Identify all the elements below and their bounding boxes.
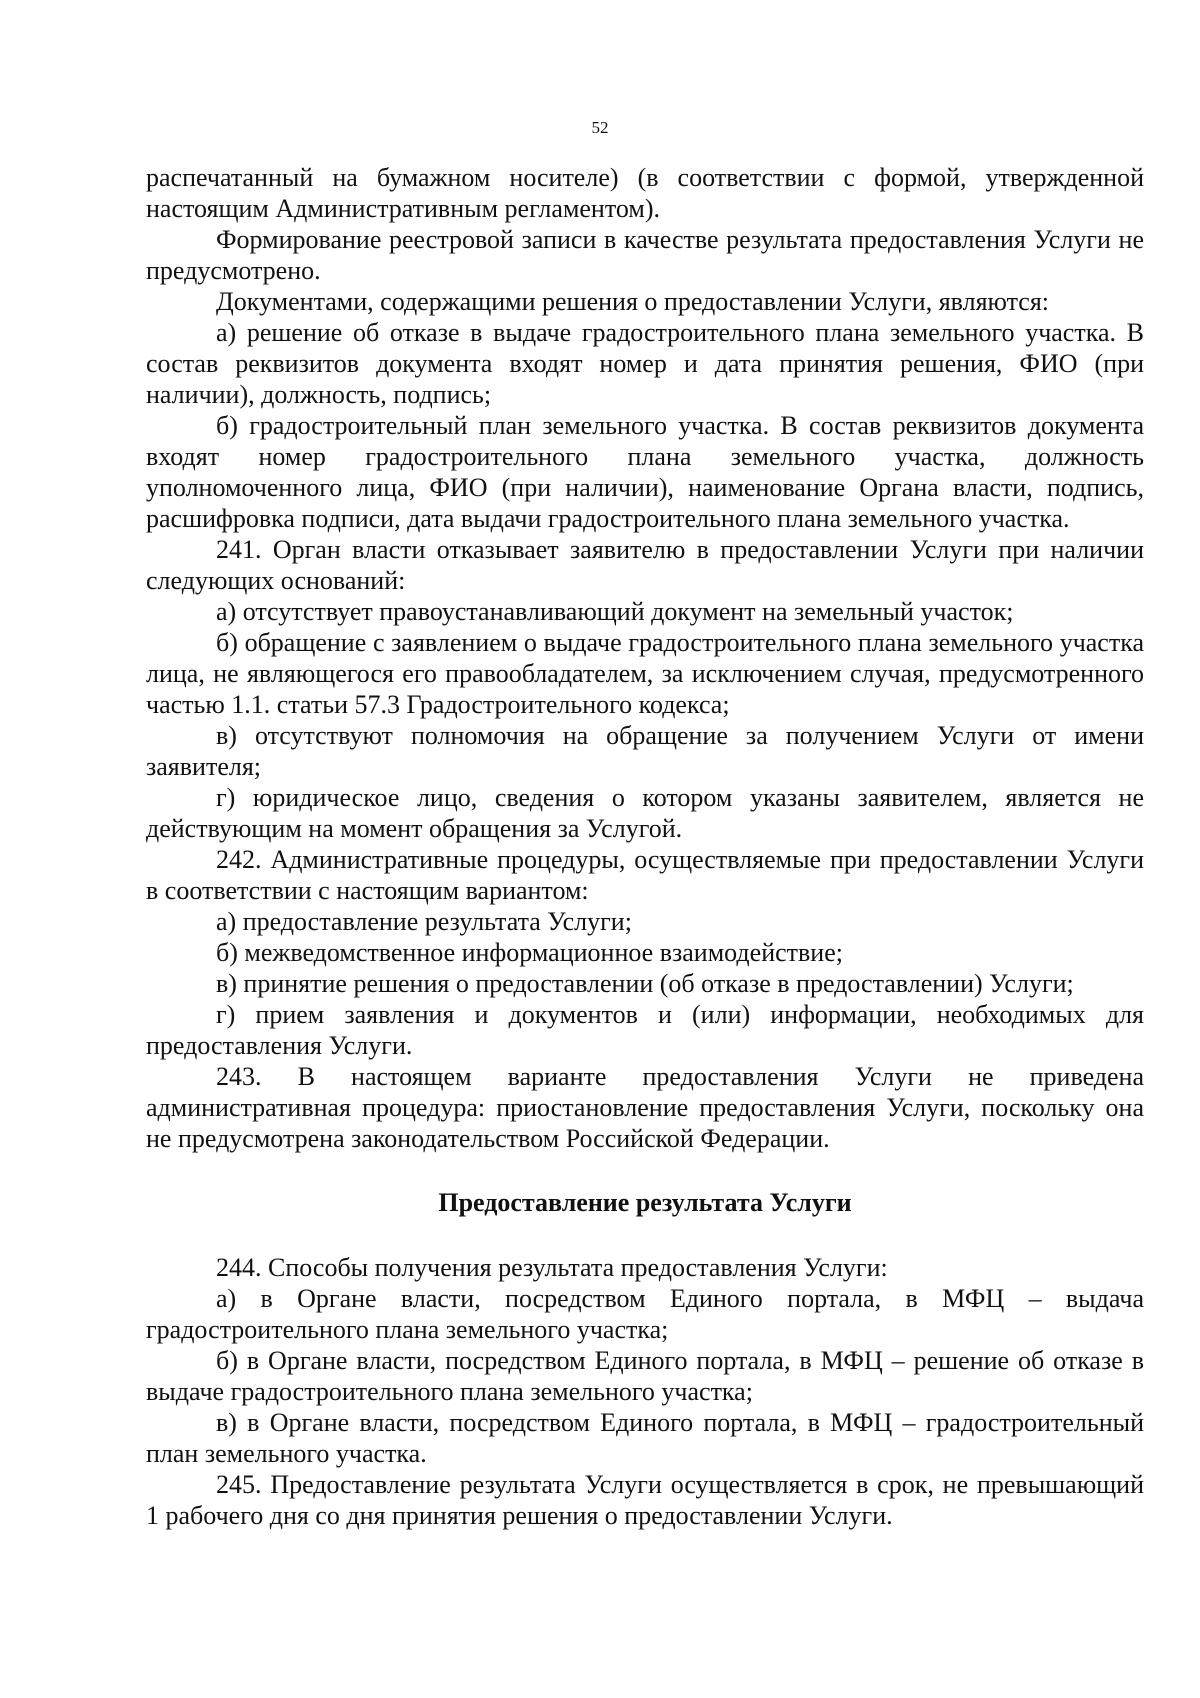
paragraph: а) отсутствует правоустанавливающий документ на земельный участок;	[216, 597, 1014, 626]
paragraphs-before	[146, 162, 1144, 1154]
paragraph: а) в Органе власти, посредством Единого портала, в МФЦ – выдача градостроительного плана земельного участка;	[146, 1284, 1144, 1344]
paragraph: б) обращение с заявлением о выдаче градостроительного плана земельного участка лица, не являющегося его правообладателем, за исключением случая, предусмотренного частью 1.1. статьи 57.3 Градостроительного кодекса;	[146, 628, 1144, 719]
section-heading: Предоставление результата Услуги	[438, 1188, 852, 1217]
paragraph: 241. Орган власти отказывает заявителю в предоставлении Услуги при наличии следующих оснований:	[146, 535, 1144, 595]
paragraph: б) межведомственное информационное взаимодействие;	[216, 938, 843, 967]
paragraph: б) градостроительный план земельного участка. В состав реквизитов документа входят номер градостроительного плана земельного участка, должность уполномоченного лица, ФИО (при наличии), наименование Органа власти, подпись, расшифровка подписи, дата выдачи градостроительного плана земельного участка.	[146, 411, 1144, 533]
paragraph: Формирование реестровой записи в качестве результата предоставления Услуги не предусмотрено.	[146, 225, 1144, 285]
paragraph: в) в Органе власти, посредством Единого портала, в МФЦ – градостроительный план земельного участка.	[146, 1408, 1144, 1468]
paragraph: а) предоставление результата Услуги;	[216, 907, 632, 936]
paragraph: г) прием заявления и документов и (или) информации, необходимых для предоставления Услуги.	[146, 1000, 1144, 1060]
paragraph: распечатанный на бумажном носителе) (в соответствии с формой, утвержденной настоящим Административным регламентом).	[146, 163, 1144, 223]
paragraph: 242. Административные процедуры, осуществляемые при предоставлении Услуги в соответствии с настоящим вариантом:	[146, 845, 1144, 905]
paragraph: 243. В настоящем варианте предоставления Услуги не приведена административная процедура: приостановление предоставления Услуги, поскольку она не предусмотрена законодательством Российской Федерации.	[146, 1062, 1144, 1153]
paragraph: б) в Органе власти, посредством Единого портала, в МФЦ – решение об отказе в выдаче градостроительного плана земельного участка;	[146, 1346, 1144, 1406]
paragraph: а) решение об отказе в выдаче градостроительного плана земельного участка. В состав реквизитов документа входят номер и дата принятия решения, ФИО (при наличии), должность, подпись;	[146, 318, 1144, 409]
paragraph: 245. Предоставление результата Услуги осуществляется в срок, не превышающий 1 рабочего дня со дня принятия решения о предоставлении Услуги.	[146, 1470, 1144, 1530]
paragraph: 244. Способы получения результата предоставления Услуги:	[216, 1253, 888, 1282]
paragraph: Документами, содержащими решения о предоставлении Услуги, являются:	[216, 287, 1050, 316]
document-body	[146, 162, 1144, 1531]
page-number: 52	[591, 118, 609, 137]
paragraph: в) отсутствуют полномочия на обращение за получением Услуги от имени заявителя;	[146, 721, 1144, 781]
paragraph: в) принятие решения о предоставлении (об отказе в предоставлении) Услуги;	[216, 969, 1074, 998]
paragraph: г) юридическое лицо, сведения о котором указаны заявителем, является не действующим на момент обращения за Услугой.	[146, 783, 1144, 843]
paragraphs-after	[146, 1252, 1144, 1531]
